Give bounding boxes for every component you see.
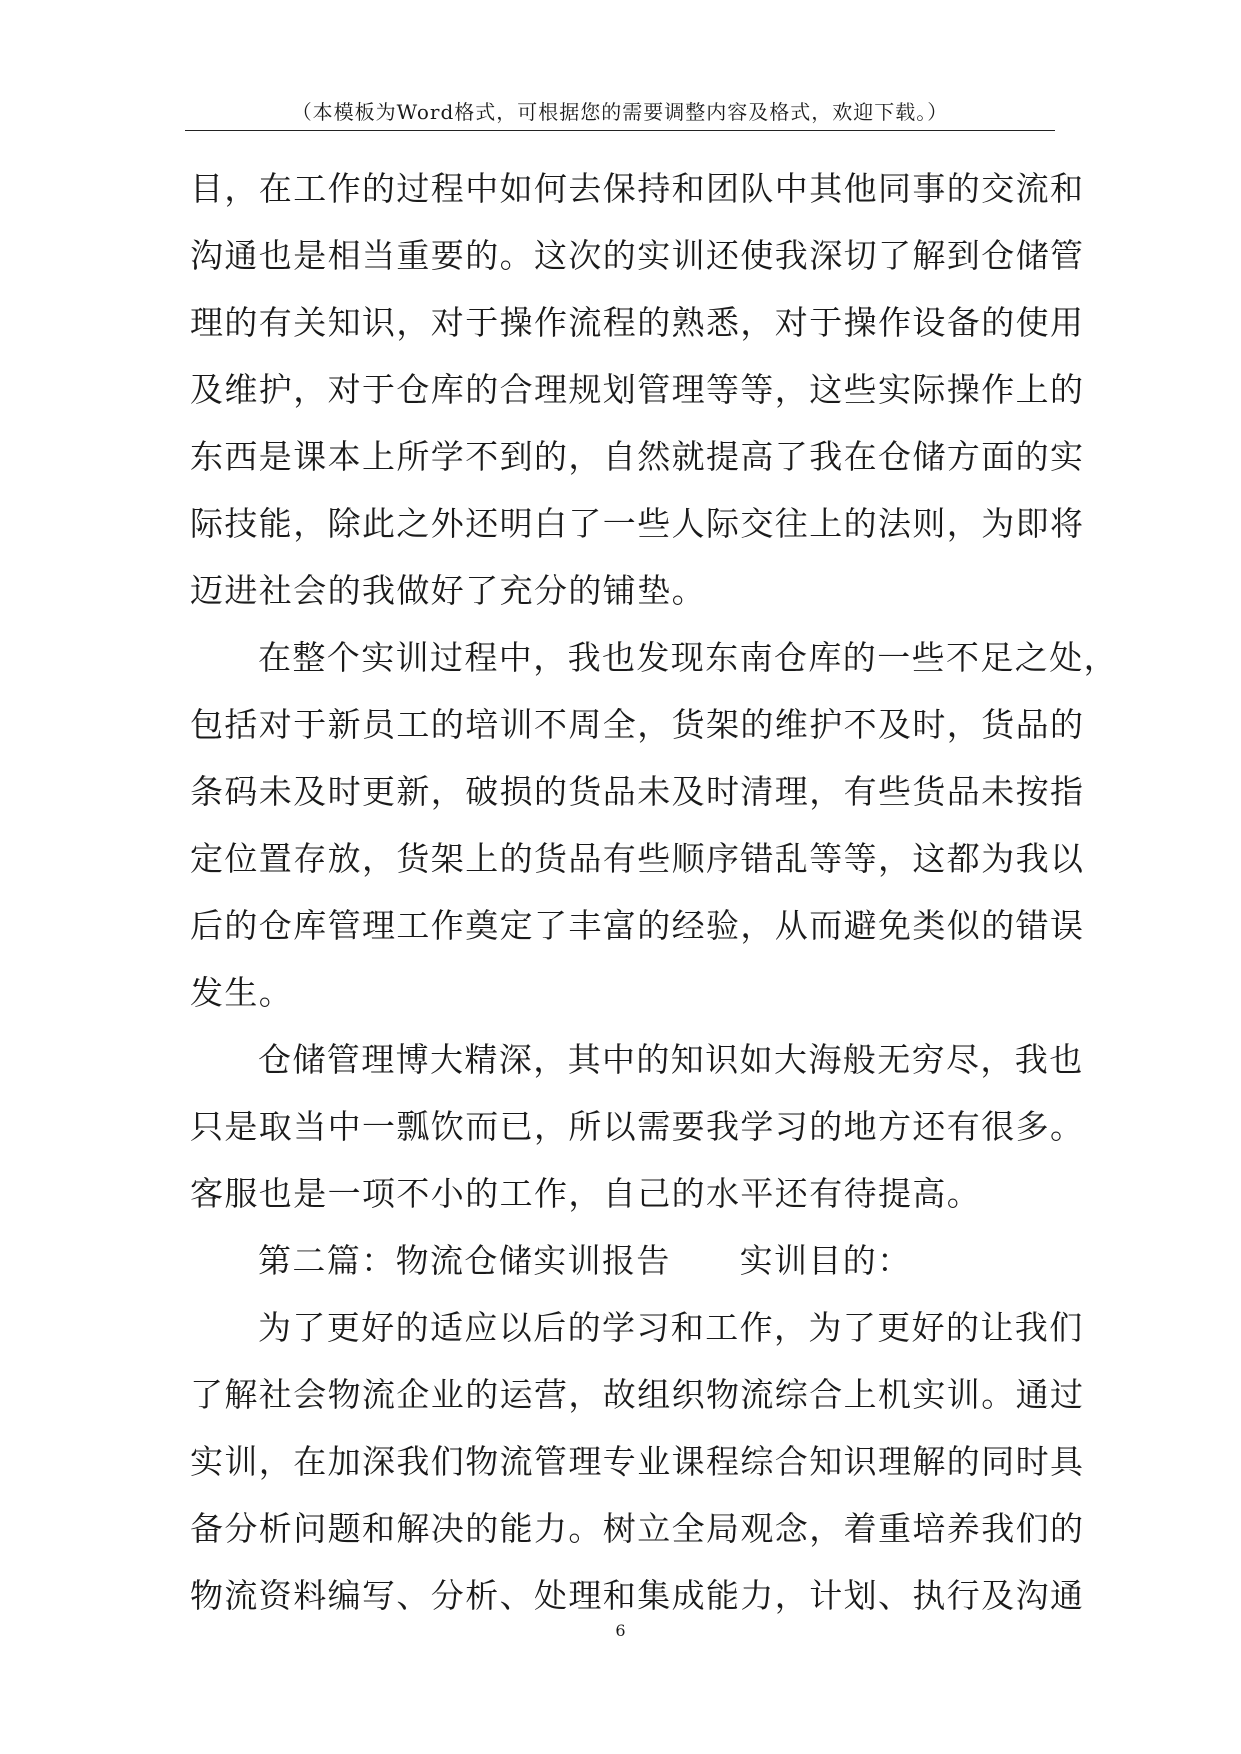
text-line: 及维护，对于仓库的合理规划管理等等，这些实际操作上的 xyxy=(190,370,1085,409)
template-note-header: （本模板为Word格式，可根据您的需要调整内容及格式，欢迎下载。） xyxy=(291,100,949,124)
text-line: 了解社会物流企业的运营，故组织物流综合上机实训。通过 xyxy=(190,1375,1085,1414)
text-line: 际技能，除此之外还明白了一些人际交往上的法则，为即将 xyxy=(190,504,1085,543)
text-line: 客服也是一项不小的工作，自己的水平还有待提高。 xyxy=(190,1174,982,1213)
text-line: 迈进社会的我做好了充分的铺垫。 xyxy=(190,571,706,610)
paragraph-first-line: 为了更好的适应以后的学习和工作，为了更好的让我们 xyxy=(258,1308,1084,1347)
text-line: 发生。 xyxy=(190,973,294,1012)
text-line: 后的仓库管理工作奠定了丰富的经验，从而避免类似的错误 xyxy=(190,906,1085,945)
page-number: 6 xyxy=(615,1621,626,1640)
text-line: 条码未及时更新，破损的货品未及时清理，有些货品未按指 xyxy=(190,772,1085,811)
paragraph-first-line: 在整个实训过程中，我也发现东南仓库的一些不足之处， xyxy=(258,638,1118,677)
text-line: 只是取当中一瓢饮而已，所以需要我学习的地方还有很多。 xyxy=(190,1107,1085,1146)
text-line: 定位置存放，货架上的货品有些顺序错乱等等，这都为我以 xyxy=(190,839,1085,878)
text-line: 沟通也是相当重要的。这次的实训还使我深切了解到仓储管 xyxy=(190,236,1085,275)
section-heading: 第二篇：物流仓储实训报告 实训目的： xyxy=(258,1241,912,1280)
text-line: 理的有关知识，对于操作流程的熟悉，对于操作设备的使用 xyxy=(190,303,1085,342)
paragraph-first-line: 仓储管理博大精深，其中的知识如大海般无穷尽，我也 xyxy=(258,1040,1084,1079)
header-divider xyxy=(185,130,1055,131)
text-line: 东西是课本上所学不到的，自然就提高了我在仓储方面的实 xyxy=(190,437,1085,476)
text-line: 包括对于新员工的培训不周全，货架的维护不及时，货品的 xyxy=(190,705,1085,744)
text-line: 物流资料编写、分析、处理和集成能力，计划、执行及沟通 xyxy=(190,1576,1085,1615)
text-line: 实训，在加深我们物流管理专业课程综合知识理解的同时具 xyxy=(190,1442,1085,1481)
text-line: 目，在工作的过程中如何去保持和团队中其他同事的交流和 xyxy=(190,169,1085,208)
text-line: 备分析问题和解决的能力。树立全局观念，着重培养我们的 xyxy=(190,1509,1085,1548)
document-body xyxy=(190,155,1118,1629)
